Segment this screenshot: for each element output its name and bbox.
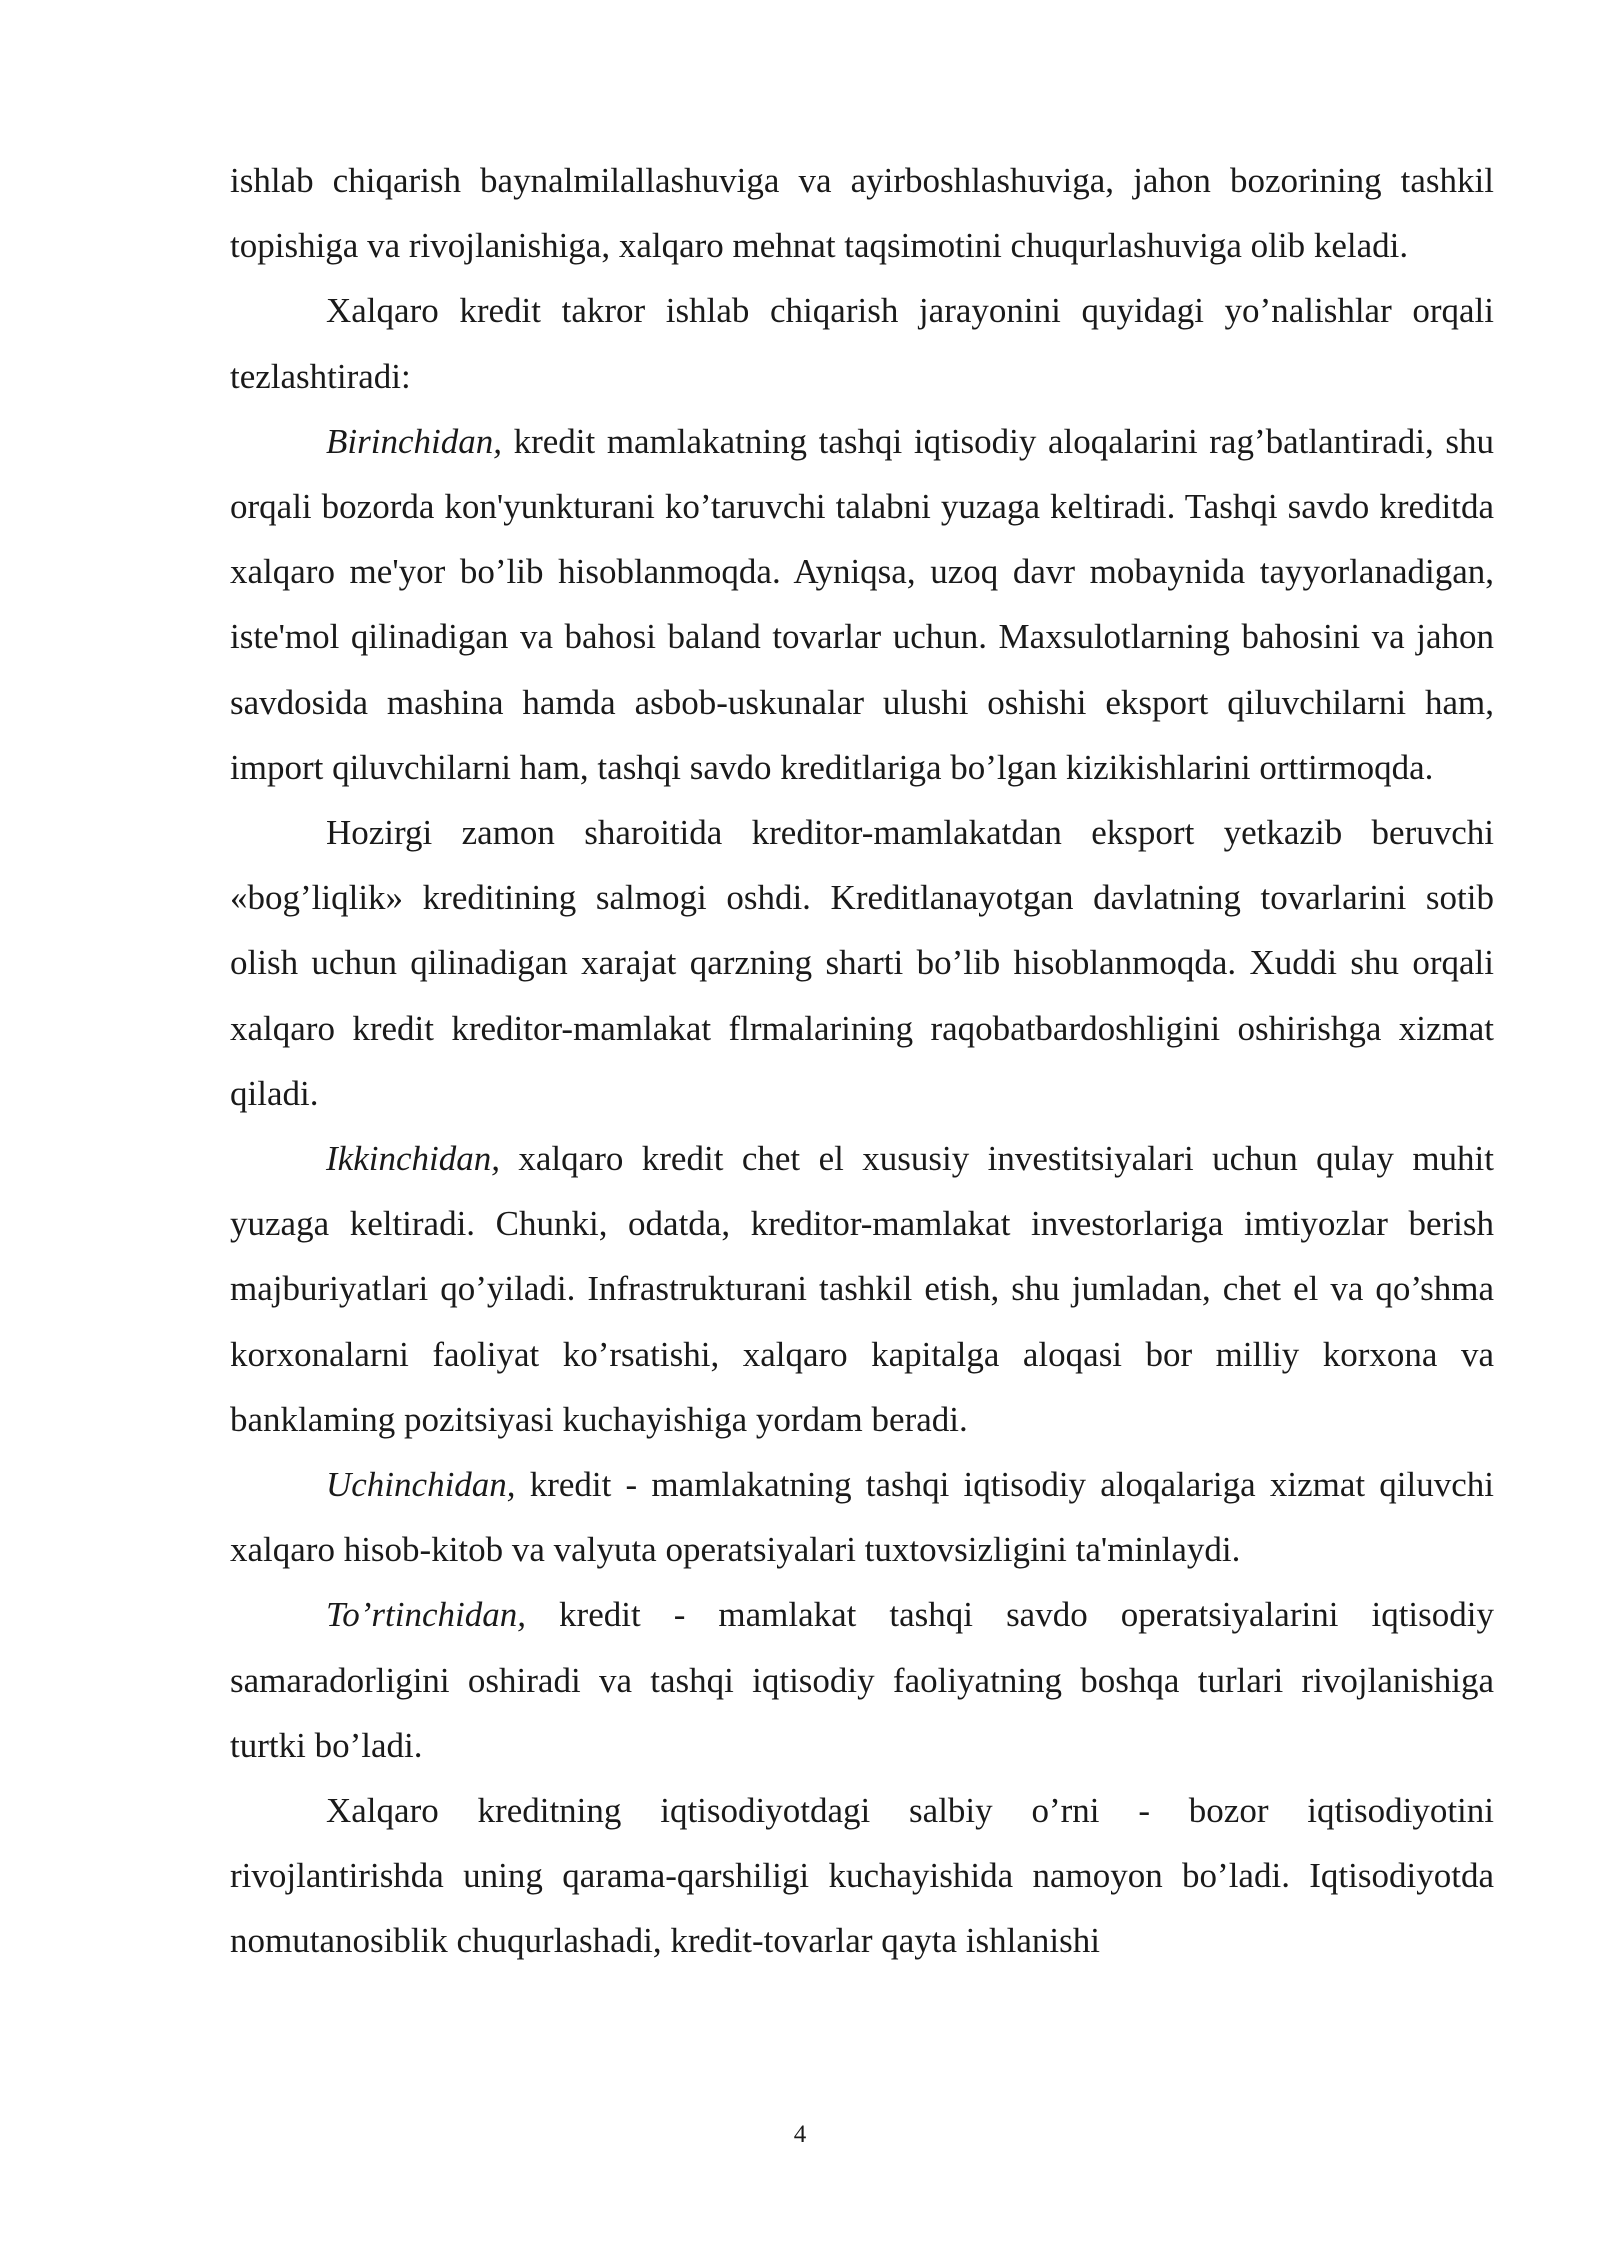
paragraph-text: kredit - mamlakat tashqi savdo operatsiyalarini iqtisodiy samaradorligini oshiradi va tashqi iqtisodiy faoliyatning boshqa turlari rivojlanishiga turtki bo’ladi. (230, 1595, 1494, 1765)
paragraph-text: ishlab chiqarish baynalmilallashuviga va ayirboshlashuviga, jahon bozorining tashkil topishiga va rivojlanishiga, xalqaro mehnat taqsimotini chuqurlashuviga olib keladi. (230, 161, 1494, 266)
paragraph-3 (230, 409, 1494, 800)
page-number: 4 (793, 2121, 807, 2148)
paragraph-text: kredit - mamlakatning tashqi iqtisodiy aloqalariga xizmat qiluvchi xalqaro hisob-kitob va valyuta operatsiyalari tuxtovsizligini ta'minlaydi. (230, 1465, 1494, 1570)
paragraph-lead: Ikkinchidan, (326, 1139, 500, 1179)
paragraph-lead: Uchinchidan, (326, 1465, 516, 1505)
paragraph-text: Hozirgi zamon sharoitida kreditor-mamlakatdan eksport yetkazib beruvchi «bog’liqlik» kreditining salmogi oshdi. Kreditlanayotgan davlatning tovarlarini sotib olish uchun qilinadigan xarajat qarzning sharti bo’lib hisoblanmoqda. Xuddi shu orqali xalqaro kredit kreditor-mamlakat flrmalarining raqobatbardoshligini oshirishga xizmat qiladi. (230, 813, 1494, 1113)
body-text (230, 148, 1494, 1974)
paragraph-5 (230, 1126, 1494, 1452)
paragraph-1 (230, 148, 1494, 278)
paragraph-text: Xalqaro kredit takror ishlab chiqarish jarayonini quyidagi yo’nalishlar orqali tezlashtiradi: (230, 291, 1494, 396)
paragraph-6 (230, 1452, 1494, 1582)
paragraph-8 (230, 1778, 1494, 1974)
paragraph-text: xalqaro kredit chet el xususiy investitsiyalari uchun qulay muhit yuzaga keltiradi. Chunki, odatda, kreditor-mamlakat investorlariga imtiyozlar berish majburiyatlari qo’yiladi. Infrastrukturani tashkil etish, shu jumladan, chet el va qo’shma korxonalarni faoliyat ko’rsatishi, xalqaro kapitalga aloqasi bor milliy korxona va banklaming pozitsiyasi kuchayishiga yordam beradi. (230, 1139, 1494, 1439)
paragraph-7 (230, 1582, 1494, 1778)
paragraph-2 (230, 278, 1494, 408)
paragraph-lead: Birinchidan, (326, 421, 502, 461)
paragraph-4 (230, 800, 1494, 1126)
paragraph-lead: To’rtinchidan, (326, 1595, 526, 1635)
paragraph-text: Xalqaro kreditning iqtisodiyotdagi salbiy o’rni - bozor iqtisodiyotini rivojlantirishda uning qarama-qarshiligi kuchayishida namoyon bo’ladi. Iqtisodiyotda nomutanosiblik chuqurlashadi, kredit-tovarlar qayta ishlanishi (230, 1791, 1494, 1961)
paragraph-text: kredit mamlakatning tashqi iqtisodiy aloqalarini rag’batlantiradi, shu orqali bozorda kon'yunkturani ko’taruvchi talabni yuzaga keltiradi. Tashqi savdo kreditda xalqaro me'yor bo’lib hisoblanmoqda. Ayniqsa, uzoq davr mobaynida tayyorlanadigan, iste'mol qilinadigan va bahosi baland tovarlar uchun. Maxsulotlarning bahosini va jahon savdosida mashina hamda asbob-uskunalar ulushi oshishi eksport qiluvchilarni ham, import qiluvchilarni ham, tashqi savdo kreditlariga bo’lgan kizikishlarini orttirmoqda. (230, 421, 1494, 787)
